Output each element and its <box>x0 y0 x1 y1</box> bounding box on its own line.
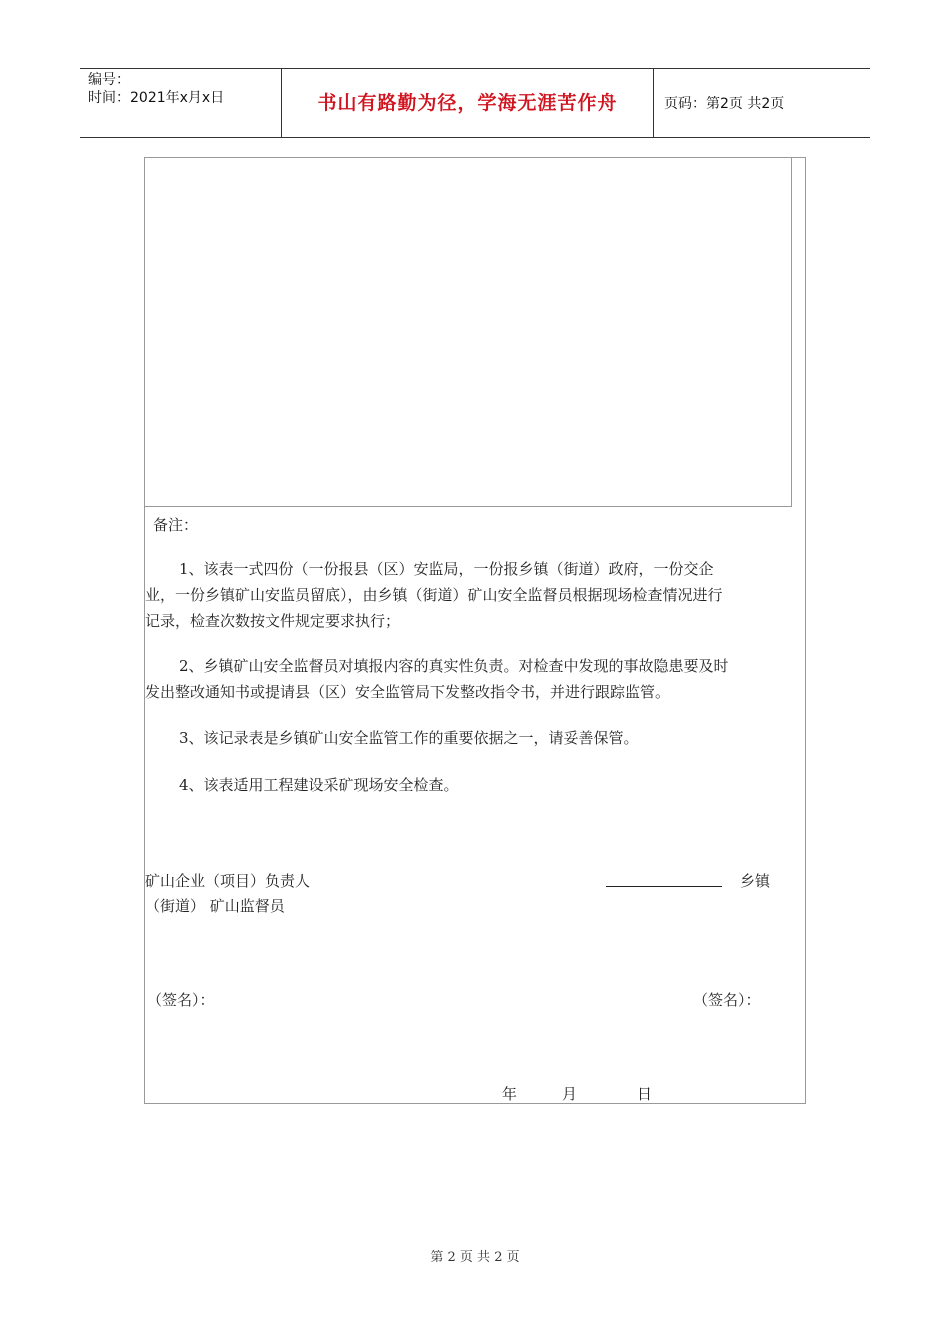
date-day: 日 <box>637 1085 653 1103</box>
note-1-line-3: 记录，检查次数按文件规定要求执行； <box>145 612 401 630</box>
header-meta-cell <box>80 69 281 137</box>
note-1-line-1: 1、该表一式四份（一份报县（区）安监局，一份报乡镇（街道）政府，一份交企 <box>179 560 714 578</box>
note-4: 4、该表适用工程建设采矿现场安全检查。 <box>179 776 459 794</box>
signature-left-label: （签名）： <box>147 991 215 1009</box>
inspection-form <box>144 157 806 1104</box>
motto-text: 书山有路勤为径，学海无涯苦作舟 <box>317 91 618 114</box>
supervisor-label: （街道） 矿山监督员 <box>145 897 285 915</box>
header-motto-cell <box>281 69 654 137</box>
number-label: 编号： <box>88 72 130 88</box>
notes-title: 备注： <box>153 516 199 534</box>
signature-right-label: （签名）： <box>693 991 761 1009</box>
page-info: 页码：第2页 共2页 <box>664 96 785 112</box>
enterprise-responsible-label: 矿山企业（项目）负责人 <box>145 872 311 890</box>
header-page-cell <box>654 69 870 137</box>
page-footer: 第 2 页 共 2 页 <box>430 1250 520 1265</box>
time-label: 时间：2021年x月x日 <box>88 90 225 106</box>
note-1-line-2: 业，一份乡镇矿山安监员留底），由乡镇（街道）矿山安全监督员根据现场检查情况进行 <box>145 586 723 604</box>
date-month: 月 <box>562 1085 578 1103</box>
date-year: 年 <box>502 1085 518 1103</box>
note-2-line-1: 2、乡镇矿山安全监督员对填报内容的真实性负责。对检查中发现的事故隐患要及时 <box>179 657 729 675</box>
note-3: 3、该记录表是乡镇矿山安全监管工作的重要依据之一，请妥善保管。 <box>179 729 639 747</box>
township-label: 乡镇 <box>740 872 771 890</box>
record-content-box <box>145 158 792 507</box>
page-header <box>80 68 870 138</box>
signature-underline <box>606 886 722 887</box>
note-2-line-2: 发出整改通知书或提请县（区）安全监管局下发整改指令书，并进行跟踪监管。 <box>145 683 671 701</box>
